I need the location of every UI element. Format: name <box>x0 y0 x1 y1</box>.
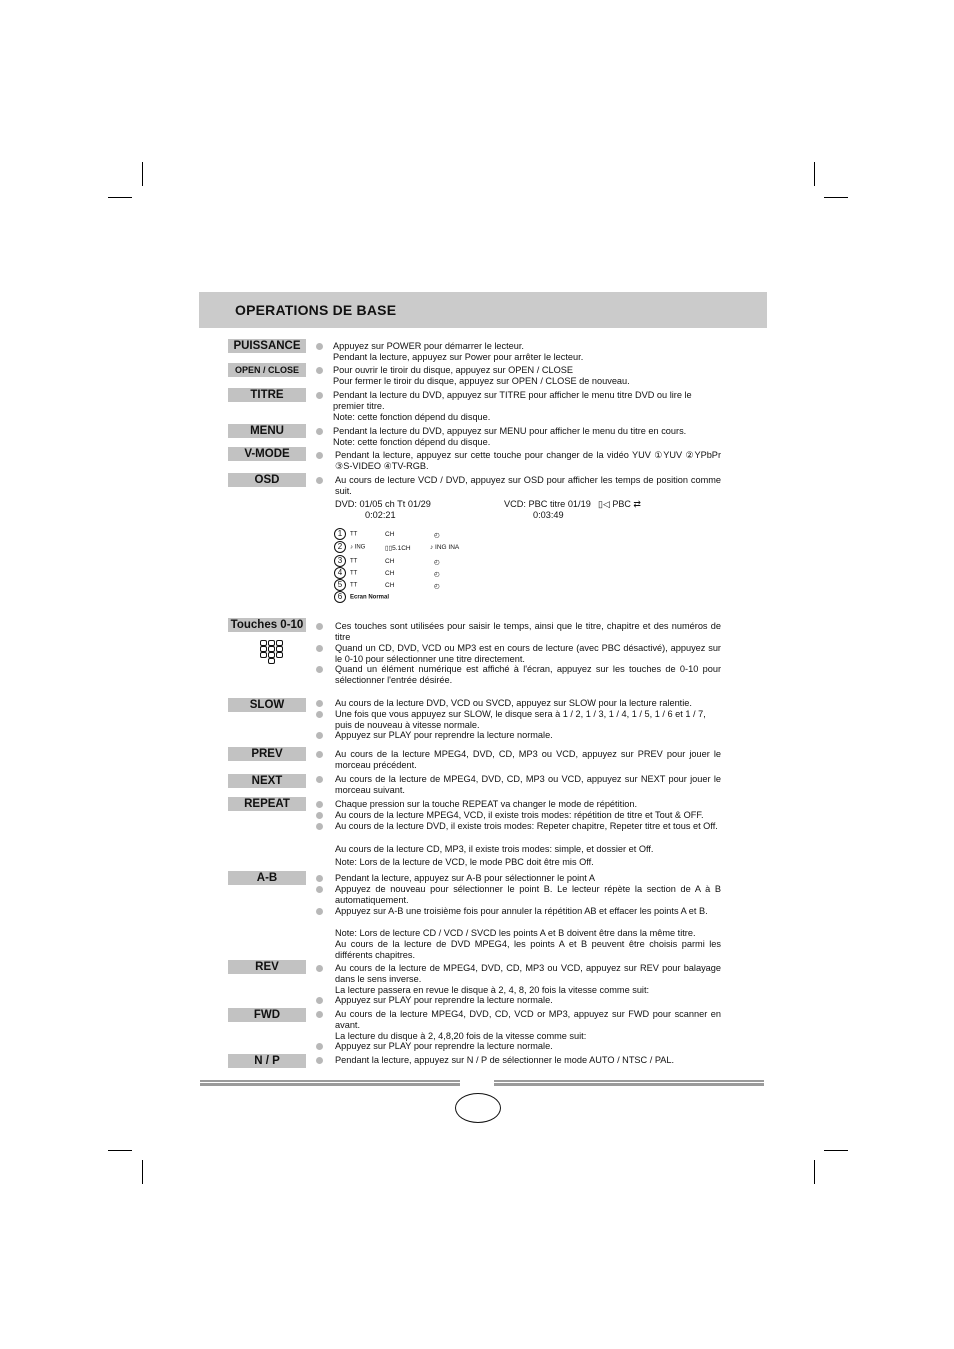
footer-rule-left <box>200 1080 460 1086</box>
text-line: Appuyez sur A-B une troisième fois pour annuler la répétition AB et effacer les points A et B. <box>335 906 708 916</box>
text-line: Ces touches sont utilisées pour saisir le temps, ainsi que le titre, chapitre et des numéros de titre <box>335 621 721 642</box>
label-menu: MENU <box>228 424 306 438</box>
bullet-icon <box>316 428 323 435</box>
bullet-icon <box>316 645 323 652</box>
text-line: Au cours de la lecture de DVD MPEG4, les points A et B peuvent être choisis parmi les différents chapitres. <box>335 939 721 960</box>
text-line: Pendant la lecture, appuyez sur N / P de sélectionner le mode AUTO / NTSC / PAL. <box>335 1055 675 1065</box>
label-osd: OSD <box>228 473 306 487</box>
bullet-icon <box>316 875 323 882</box>
text-line: Note: cette fonction dépend du disque. <box>333 437 491 447</box>
label-v-mode: V-MODE <box>228 447 306 461</box>
label-rev: REV <box>228 960 306 974</box>
text-line: Au cours de la lecture de MPEG4, DVD, CD, MP3 ou VCD, appuyez sur REV pour balayage dans le sens inverse. <box>335 963 721 984</box>
crop-mark <box>814 1160 815 1184</box>
text-line: Quand un élément numérique est affiché à l'écran, appuyez sur les touches de 0-10 pour sélectionner l'entrée désirée. <box>335 664 721 685</box>
osd-dvd-line: DVD: 01/05 ch Tt 01/29 <box>335 499 431 509</box>
bullet-icon <box>316 711 323 718</box>
text-line: La lecture passera en revue le disque à 2, 4, 8, 20 fois la vitesse comme suit: <box>335 985 650 995</box>
bullet-icon <box>316 452 323 459</box>
osd-row: 2 ♪ ING <box>334 541 365 553</box>
label-a-b: A-B <box>228 871 306 885</box>
text-line: Pour fermer le tiroir du disque, appuyez sur OPEN / CLOSE de nouveau. <box>333 376 630 386</box>
text-line: Appuyez de nouveau pour sélectionner le point B. Le lecteur répète la section de A à B automatiquement. <box>335 884 721 905</box>
page-title: OPERATIONS DE BASE <box>235 302 397 318</box>
label-next: NEXT <box>228 774 306 788</box>
text-line: Au cours de la lecture MPEG4, VCD, il existe trois modes: répétition de titre et Tout & OFF. <box>335 810 704 820</box>
label-titre: TITRE <box>228 388 306 402</box>
label-repeat: REPEAT <box>228 797 306 811</box>
label-touches: Touches 0-10 <box>228 618 306 632</box>
osd-vcd-line: VCD: PBC titre 01/19 <box>504 499 591 509</box>
footer-rule-right <box>494 1080 764 1086</box>
osd-cell: CH <box>385 582 395 589</box>
label-slow: SLOW <box>228 698 306 712</box>
crop-mark <box>142 162 143 186</box>
text-line: Quand un CD, DVD, VCD ou MP3 est en cours de lecture (avec PBC désactivé), appuyez sur le 0-10 pour sélectionner une titre directement. <box>335 643 721 664</box>
section-header <box>199 292 767 328</box>
speaker-icon: ▯◁ <box>598 499 610 509</box>
bullet-icon <box>316 997 323 1004</box>
label-open-close: OPEN / CLOSE <box>228 363 306 377</box>
text-line: Appuyez sur PLAY pour reprendre la lecture normale. <box>335 1041 553 1051</box>
text-line: Pendant la lecture, appuyez sur cette touche pour changer de la vidéo YUV ①YUV ②YPbPr ③S-VIDEO ④TV-RGB. <box>335 450 721 471</box>
text-line: Au cours de lecture VCD / DVD, appuyez sur OSD pour afficher les temps de position comme suit. <box>335 475 721 496</box>
page-number-oval <box>455 1093 501 1123</box>
osd-cell: CH <box>385 531 395 538</box>
bullet-icon <box>316 666 323 673</box>
text-line: Note: Lors de la lecture de VCD, le mode PBC doit être mis Off. <box>335 857 594 867</box>
text-line: Pendant la lecture, appuyez sur A-B pour sélectionner le point A <box>335 873 595 883</box>
bullet-icon <box>316 823 323 830</box>
osd-row: 4 TT <box>334 567 357 579</box>
bullet-icon <box>316 700 323 707</box>
bullet-icon <box>316 1011 323 1018</box>
text-line: Au cours de la lecture MPEG4, DVD, CD, VCD or MP3, appuyez sur FWD pour scanner en avant. <box>335 1009 721 1030</box>
text-line: Pendant la lecture, appuyez sur Power pour arrêter le lecteur. <box>333 352 584 362</box>
text-line: Au cours de la lecture DVD, VCD ou SVCD, appuyez sur SLOW pour la lecture ralentie. <box>335 698 692 708</box>
osd-dvd-time: 0:02:21 <box>365 510 396 520</box>
label-fwd: FWD <box>228 1008 306 1022</box>
osd-pbc: PBC <box>612 499 631 509</box>
bullet-icon <box>316 801 323 808</box>
osd-row: 5 TT <box>334 579 357 591</box>
crop-mark <box>108 197 132 198</box>
text-line: Appuyez sur POWER pour démarrer le lecteur. <box>333 341 524 351</box>
label-n-p: N / P <box>228 1054 306 1068</box>
text-line: Appuyez sur PLAY pour reprendre la lecture normale. <box>335 995 553 1005</box>
bullet-icon <box>316 965 323 972</box>
bullet-icon <box>316 776 323 783</box>
clock-icon: ◴ <box>434 532 440 539</box>
bullet-icon <box>316 908 323 915</box>
bullet-icon <box>316 623 323 630</box>
crop-mark <box>142 1160 143 1184</box>
bullet-icon <box>316 477 323 484</box>
osd-row: 1 TT <box>334 528 357 540</box>
text-line: Au cours de la lecture CD, MP3, il existe trois modes: simple, et dossier et Off. <box>335 844 654 854</box>
bullet-icon <box>316 886 323 893</box>
osd-cell: CH <box>385 570 395 577</box>
clock-icon: ◴ <box>434 583 440 590</box>
text-line: Une fois que vous appuyez sur SLOW, le disque sera à 1 / 2, 1 / 3, 1 / 4, 1 / 5, 1 / 6 et 1 / 7, puis de nouveau à vitesse normale. <box>335 709 706 730</box>
text-line: Note: cette fonction dépend du disque. <box>333 412 491 422</box>
label-prev: PREV <box>228 747 306 761</box>
text-line: Pendant la lecture du DVD, appuyez sur TITRE pour afficher le menu titre DVD ou lire le premier titre. <box>333 390 692 411</box>
bullet-icon <box>316 751 323 758</box>
bullet-icon <box>316 732 323 739</box>
text-line: Appuyez sur PLAY pour reprendre la lecture normale. <box>335 730 553 740</box>
crop-mark <box>814 162 815 186</box>
osd-cell: CH <box>385 558 395 565</box>
text-line: La lecture du disque à 2, 4,8,20 fois de la vitesse comme suit: <box>335 1031 587 1041</box>
repeat-icon: ⇄ <box>633 499 641 509</box>
text-line: Au cours de la lecture MPEG4, DVD, CD, MP3 ou VCD, appuyez sur PREV pour jouer le morceau précédent. <box>335 749 721 770</box>
osd-row: 6 Ecran Normal <box>334 591 389 603</box>
osd-cell: ▯▯5.1CH <box>385 545 411 552</box>
label-puissance: PUISSANCE <box>228 339 306 353</box>
text-line: Au cours de la lecture de MPEG4, DVD, CD, MP3 ou VCD, appuyez sur NEXT pour jouer le morceau suivant. <box>335 774 721 795</box>
text-line: Au cours de la lecture DVD, il existe trois modes: Repeter chapitre, Repeter titre et tous et Off. <box>335 821 718 831</box>
osd-cell: ♪ ING INA <box>430 544 460 551</box>
bullet-icon <box>316 343 323 350</box>
osd-row: 3 TT <box>334 555 357 567</box>
text-line: Pendant la lecture du DVD, appuyez sur MENU pour afficher le menu du titre en cours. <box>333 426 687 436</box>
text-line: Pour ouvrir le tiroir du disque, appuyez sur OPEN / CLOSE <box>333 365 574 375</box>
crop-mark <box>824 197 848 198</box>
bullet-icon <box>316 367 323 374</box>
bullet-icon <box>316 392 323 399</box>
crop-mark <box>108 1150 132 1151</box>
crop-mark <box>824 1150 848 1151</box>
clock-icon: ◴ <box>434 571 440 578</box>
osd-vcd-icons <box>598 499 658 510</box>
bullet-icon <box>316 1057 323 1064</box>
text-line: Chaque pression sur la touche REPEAT va changer le mode de répétition. <box>335 799 638 809</box>
clock-icon: ◴ <box>434 559 440 566</box>
keypad-icon <box>260 640 282 660</box>
osd-vcd-time: 0:03:49 <box>533 510 564 520</box>
text-line: Note: Lors de lecture CD / VCD / SVCD les points A et B doivent être dans la même titre. <box>335 928 696 938</box>
bullet-icon <box>316 812 323 819</box>
bullet-icon <box>316 1043 323 1050</box>
